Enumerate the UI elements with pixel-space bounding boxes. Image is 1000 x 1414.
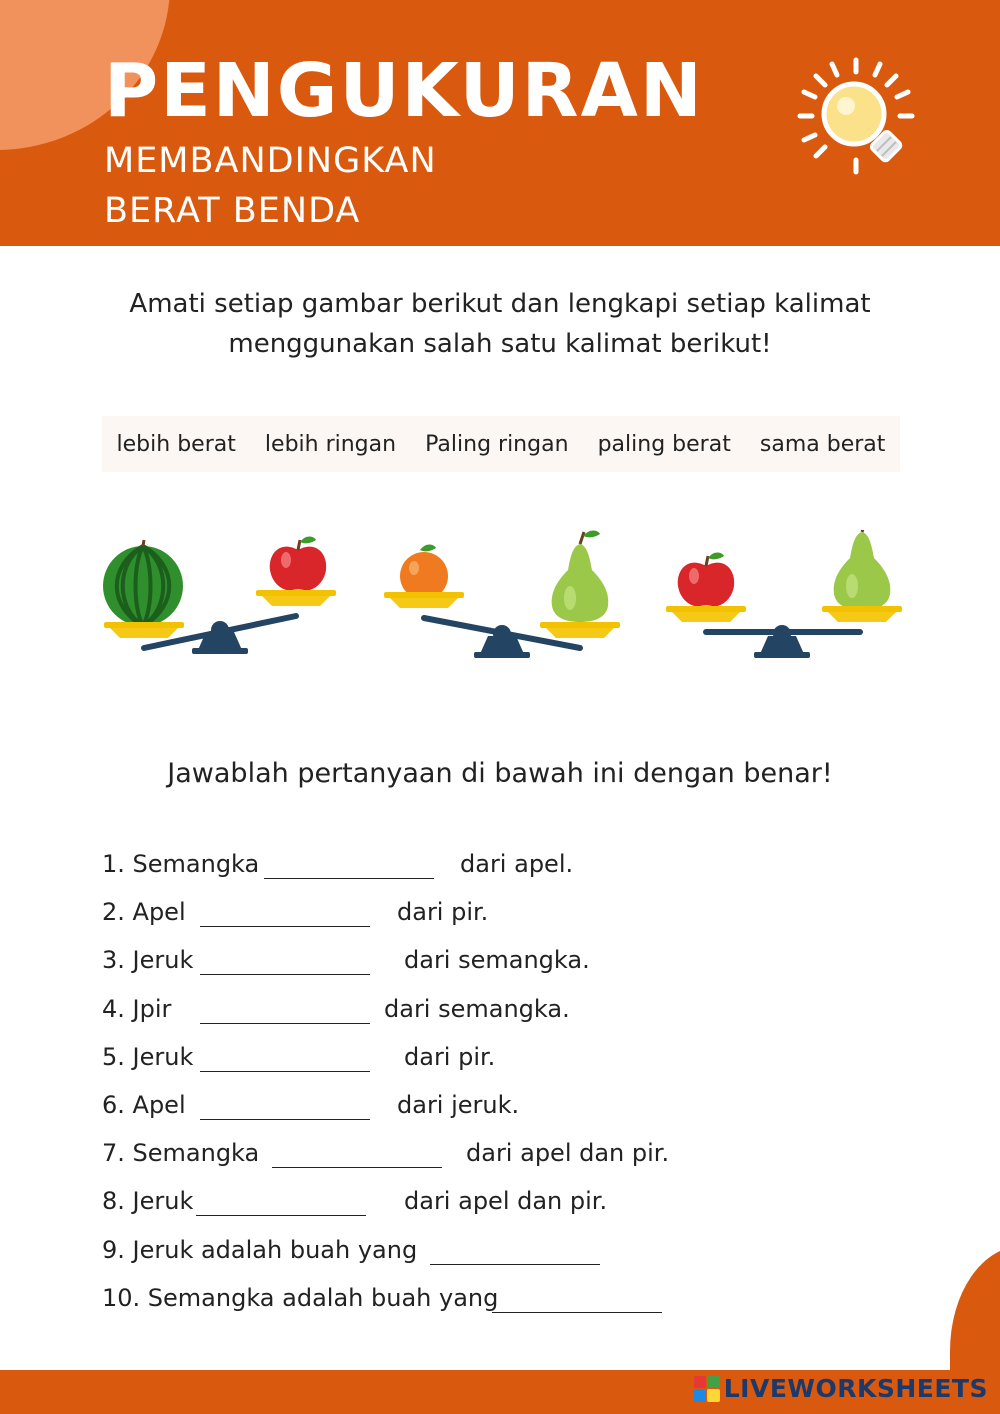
question-prefix: 1. Semangka [102, 850, 260, 878]
header-banner [0, 0, 1000, 246]
question-suffix: dari apel. [460, 850, 574, 878]
question-prefix: 8. Jeruk [102, 1187, 194, 1216]
question-prefix: 2. Apel [102, 898, 186, 927]
answer-blank[interactable] [264, 878, 434, 879]
question-list [102, 846, 862, 1328]
question-suffix: dari apel dan pir. [404, 1187, 608, 1216]
answer-blank[interactable] [200, 1071, 370, 1072]
question-prefix: 7. Semangka [102, 1139, 260, 1168]
question-item [102, 1087, 862, 1135]
word-bank-item: lebih ringan [264, 431, 397, 457]
question-item [102, 1183, 862, 1231]
question-prefix: 5. Jeruk [102, 1042, 194, 1071]
apple-icon [678, 553, 734, 607]
pear-icon [552, 531, 609, 623]
question-prefix: 9. Jeruk adalah buah yang [102, 1235, 418, 1264]
answer-blank[interactable] [430, 1264, 600, 1265]
question-item [102, 1232, 862, 1280]
word-bank-item: Paling ringan [425, 431, 569, 457]
answer-blank[interactable] [200, 974, 370, 975]
watermelon-icon [103, 540, 183, 626]
scale-watermelon-apple [103, 537, 336, 655]
scale-orange-pear [384, 531, 620, 659]
question-suffix: dari pir. [397, 898, 489, 927]
question-item [102, 991, 862, 1039]
balance-scales-illustration [96, 530, 916, 690]
question-item [102, 1135, 862, 1183]
question-suffix: dari jeruk. [397, 1090, 520, 1119]
answer-blank[interactable] [492, 1312, 662, 1313]
word-bank [102, 416, 900, 472]
question-item [102, 1039, 862, 1087]
answer-blank[interactable] [196, 1215, 366, 1216]
question-item [102, 846, 862, 894]
answer-blank[interactable] [200, 926, 370, 927]
instruction-text: Amati setiap gambar berikut dan lengkapi setiap kalimat menggunakan salah satu kalimat berikut! [129, 289, 871, 359]
question-suffix: dari apel dan pir. [466, 1139, 670, 1168]
brand-logo [694, 1374, 988, 1403]
answer-blank[interactable] [272, 1167, 442, 1168]
page-title: PENGUKURAN [104, 48, 704, 134]
orange-icon [400, 545, 448, 601]
question-item [102, 894, 862, 942]
question-item [102, 942, 862, 990]
question-prefix: 10. Semangka adalah buah yang [102, 1283, 499, 1312]
question-item [102, 1280, 862, 1328]
liveworksheets-logo-icon [694, 1376, 720, 1402]
question-prefix: 3. Jeruk [102, 946, 194, 975]
word-bank-item: paling berat [597, 431, 731, 457]
apple-icon [270, 537, 326, 591]
answer-blank[interactable] [200, 1023, 370, 1024]
question-suffix: dari semangka. [404, 946, 590, 975]
answer-blank[interactable] [200, 1119, 370, 1120]
pear-icon [834, 530, 891, 610]
page-subtitle-line2: BERAT BENDA [104, 191, 361, 231]
lightbulb-icon [796, 56, 916, 176]
question-title: Jawablah pertanyaan di bawah ini dengan benar! [167, 758, 833, 789]
question-prefix: 6. Apel [102, 1090, 186, 1119]
brand-name: LIVEWORKSHEETS [723, 1374, 988, 1403]
question-prefix: 4. Jpir [102, 994, 172, 1023]
question-suffix: dari pir. [404, 1042, 496, 1071]
question-suffix: dari semangka. [384, 994, 570, 1023]
word-bank-item: sama berat [759, 431, 886, 457]
page-subtitle-line1: MEMBANDINGKAN [104, 141, 437, 181]
scale-apple-pear [666, 530, 902, 658]
word-bank-item: lebih berat [116, 431, 236, 457]
